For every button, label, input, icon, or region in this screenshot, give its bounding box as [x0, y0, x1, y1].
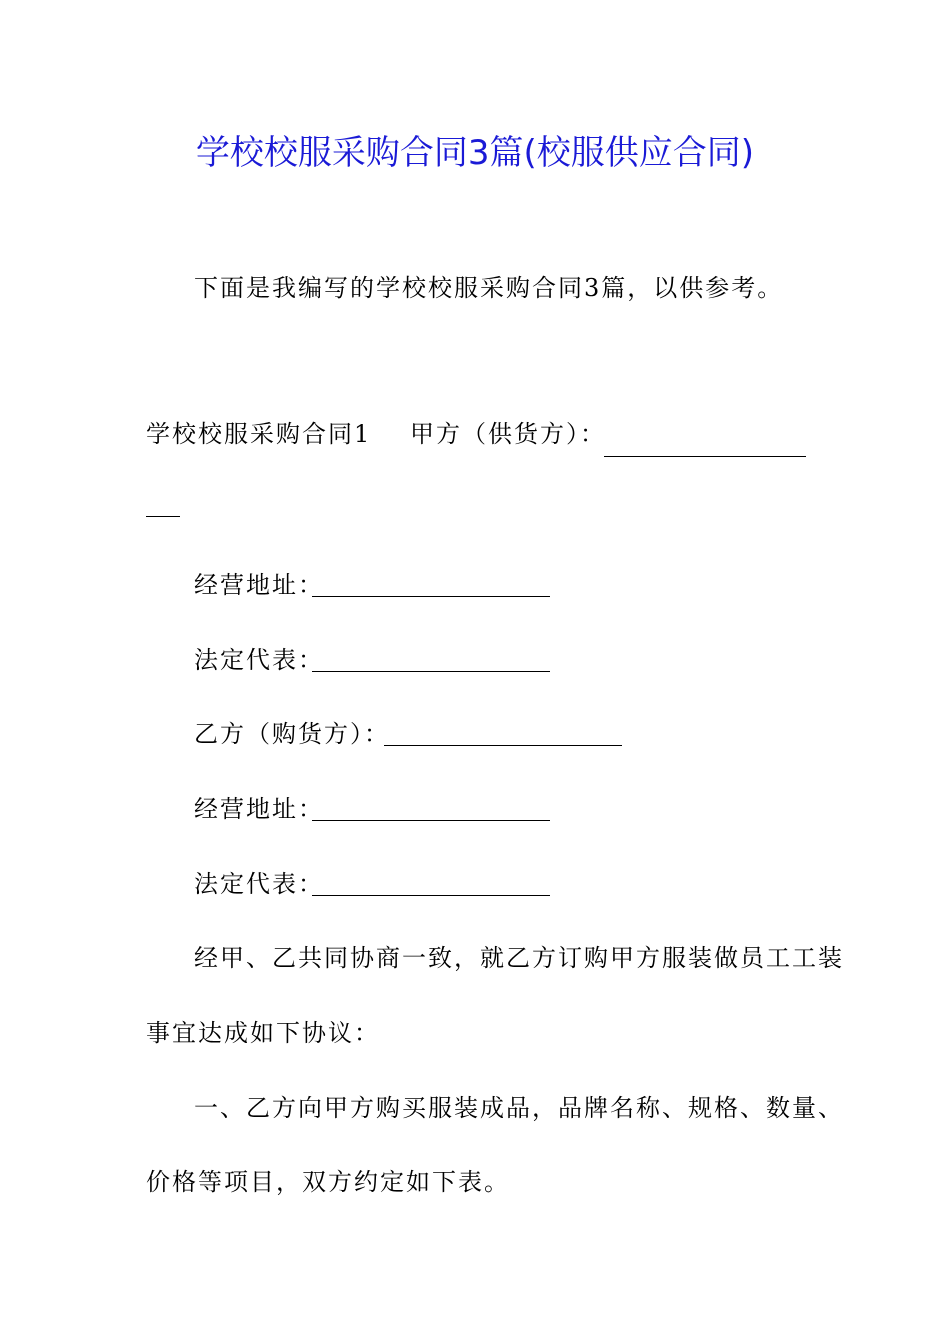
address-b-blank — [312, 794, 550, 821]
party-a-label: 甲方（供货方）： — [410, 420, 606, 448]
party-a-blank — [604, 430, 806, 457]
representative-a-blank — [312, 645, 550, 672]
party-b-label: 乙方（购货方）： — [194, 720, 390, 748]
representative-b-blank — [312, 869, 550, 896]
party-b-blank — [384, 719, 622, 746]
party-a-blank-continued — [146, 490, 180, 517]
agreement-paragraph-line1: 经甲、乙共同协商一致，就乙方订购甲方服装做员工工装 — [194, 944, 844, 972]
agreement-paragraph-line2: 事宜达成如下协议： — [146, 1019, 380, 1047]
intro-paragraph: 下面是我编写的学校校服采购合同3篇，以供参考。 — [194, 274, 784, 302]
document-title: 学校校服采购合同3篇(校服供应合同) — [195, 133, 755, 173]
address-a-blank — [312, 570, 550, 597]
clause1-line1: 一、乙方向甲方购买服装成品，品牌名称、规格、数量、 — [194, 1094, 844, 1122]
clause1-line2: 价格等项目，双方约定如下表。 — [146, 1168, 510, 1196]
representative-label-a: 法定代表： — [194, 646, 324, 674]
representative-label-b: 法定代表： — [194, 870, 324, 898]
contract-heading: 学校校服采购合同1 — [146, 420, 372, 448]
address-label-a: 经营地址： — [194, 571, 324, 599]
address-label-b: 经营地址： — [194, 795, 324, 823]
